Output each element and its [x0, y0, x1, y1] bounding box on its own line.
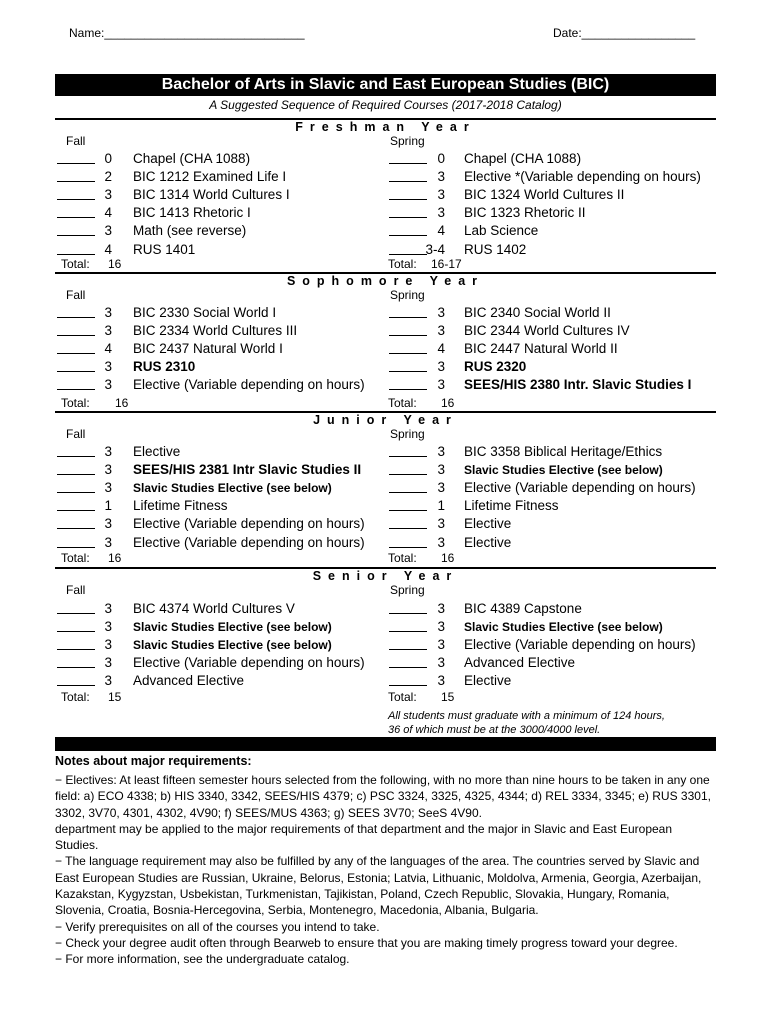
notes-title: Notes about major requirements: — [55, 754, 252, 768]
course-name: Elective (Variable depending on hours) — [464, 637, 696, 653]
course-name: Slavic Studies Elective (see below) — [133, 638, 332, 653]
course-hours: 3 — [437, 169, 445, 185]
course-hours: 3 — [437, 305, 445, 320]
course-name: BIC 2447 Natural World II — [464, 341, 618, 357]
course-hours: 3 — [104, 377, 112, 393]
course-name: Advanced Elective — [464, 655, 576, 671]
course-hours: 3 — [104, 305, 112, 320]
course-hours: 3 — [437, 359, 445, 375]
year-header: Junior Year — [55, 411, 716, 427]
year-header: Freshman Year — [55, 118, 716, 134]
course-hours: 3 — [104, 187, 112, 203]
page-title: Bachelor of Arts in Slavic and East European Studies (BIC) — [55, 74, 716, 96]
course-name: Math (see reverse) — [133, 223, 247, 239]
course-name: BIC 3358 Biblical Heritage/Ethics — [464, 444, 663, 459]
course-hours: 0 — [104, 151, 112, 166]
page-subtitle: A Suggested Sequence of Required Courses (2017-2018 Catalog) — [209, 98, 562, 112]
course-name: Advanced Elective — [133, 673, 245, 689]
course-name: Slavic Studies Elective (see below) — [464, 620, 663, 635]
course-hours: 3 — [104, 637, 112, 653]
fall-total-value: 16 — [108, 257, 122, 271]
course-name: BIC 4389 Capstone — [464, 601, 582, 616]
course-hours: 3 — [104, 462, 112, 478]
date-field[interactable]: Date:_________________ — [553, 26, 696, 40]
course-name: BIC 1324 World Cultures II — [464, 187, 625, 203]
course-name: Elective (Variable depending on hours) — [133, 655, 365, 671]
graduation-note-line-1: All students must graduate with a minimum of 124 hours, — [388, 710, 665, 722]
course-hours: 3 — [437, 655, 445, 671]
course-hours: 3 — [437, 205, 445, 221]
course-hours: 4 — [437, 223, 445, 239]
note-degree-audit: − Check your degree audit often through Bearweb to ensure that you are making timely progress toward your degree. — [55, 935, 678, 950]
fall-total-value: 15 — [108, 690, 122, 704]
spring-total-label: Total: — [388, 551, 417, 565]
course-name: Elective — [464, 516, 512, 532]
year-header: Senior Year — [55, 567, 716, 583]
course-name: BIC 2437 Natural World I — [133, 341, 283, 357]
course-name: BIC 2330 Social World I — [133, 305, 277, 320]
course-hours: 4 — [437, 341, 445, 357]
spring-total-value: 16-17 — [431, 257, 462, 271]
spring-label: Spring — [390, 288, 425, 302]
course-hours: 3 — [437, 534, 445, 550]
fall-label: Fall — [66, 427, 86, 441]
course-hours: 3 — [437, 673, 445, 689]
course-name: Elective — [464, 534, 512, 550]
course-name: Slavic Studies Elective (see below) — [464, 463, 663, 478]
course-name: Elective *(Variable depending on hours) — [464, 169, 701, 185]
spring-total-value: 16 — [441, 551, 455, 565]
course-hours: 3 — [437, 187, 445, 203]
course-name: Elective (Variable depending on hours) — [133, 516, 365, 532]
course-name: SEES/HIS 2380 Intr. Slavic Studies I — [464, 377, 692, 393]
course-hours: 2 — [104, 169, 112, 185]
course-name: Lifetime Fitness — [464, 498, 559, 514]
course-name: RUS 1401 — [133, 241, 196, 257]
course-name: BIC 1212 Examined Life I — [133, 169, 287, 185]
course-name: SEES/HIS 2381 Intr Slavic Studies II — [133, 462, 362, 478]
spring-total-label: Total: — [388, 396, 417, 410]
course-hours: 3 — [104, 444, 112, 459]
course-hours: 3 — [104, 516, 112, 532]
course-hours: 3 — [104, 223, 112, 239]
course-name: RUS 1402 — [464, 241, 527, 257]
course-hours: 3 — [437, 377, 445, 393]
fall-label: Fall — [66, 134, 86, 148]
note-prerequisites: − Verify prerequisites on all of the courses you intend to take. — [55, 919, 380, 934]
course-hours: 3 — [104, 655, 112, 671]
fall-total-value: 16 — [115, 396, 129, 410]
course-name: RUS 2310 — [133, 359, 196, 375]
course-name: BIC 4374 World Cultures V — [133, 601, 295, 616]
course-hours: 3 — [437, 601, 445, 616]
course-hours: 3 — [104, 673, 112, 689]
course-name: Chapel (CHA 1088) — [133, 151, 251, 166]
course-name: RUS 2320 — [464, 359, 527, 375]
course-name: BIC 1323 Rhetoric II — [464, 205, 586, 221]
course-name: Elective (Variable depending on hours) — [464, 480, 696, 496]
course-name: Elective (Variable depending on hours) — [133, 534, 365, 550]
course-hours: 3 — [437, 444, 445, 459]
spring-total-value: 16 — [441, 396, 455, 410]
course-hours: 3 — [104, 359, 112, 375]
course-hours: 1 — [437, 498, 445, 514]
fall-label: Fall — [66, 288, 86, 302]
course-name: Lifetime Fitness — [133, 498, 228, 514]
course-hours: 3-4 — [425, 241, 445, 257]
course-hours: 3 — [104, 480, 112, 496]
course-hours: 4 — [104, 241, 112, 257]
course-hours: 3 — [104, 323, 112, 339]
course-hours: 3 — [437, 323, 445, 339]
course-hours: 3 — [437, 480, 445, 496]
fall-total-label: Total: — [61, 257, 90, 271]
spring-total-label: Total: — [388, 690, 417, 704]
spring-label: Spring — [390, 583, 425, 597]
note-department: department may be applied to the major requirements of that department and the major in Slavic and East European Studies. — [55, 821, 673, 853]
course-hours: 3 — [437, 516, 445, 532]
spring-label: Spring — [390, 427, 425, 441]
note-electives: − Electives: At least fifteen semester hours selected from the following, with no more than nine hours to be taken in any one field: a) ECO 4338; b) HIS 3340, 3342, SEES/HIS 4379; c) PSC 3324, 3325, 4325, 4344; d) REL 3334, 3345; e) RUS 3301, 3302, 3V70, 4301, 4302, 4V90; f) SEES/MUS 4363; g) SEES 3V70; SeeS 4V90. — [55, 773, 711, 820]
course-hours: 3 — [437, 462, 445, 478]
course-name: Slavic Studies Elective (see below) — [133, 620, 332, 635]
course-hours: 3 — [104, 619, 112, 635]
course-name: BIC 2344 World Cultures IV — [464, 323, 630, 339]
course-hours: 1 — [104, 498, 112, 514]
course-name: Elective — [133, 444, 181, 459]
course-hours: 4 — [104, 205, 112, 221]
fall-total-value: 16 — [108, 551, 122, 565]
course-hours: 3 — [104, 601, 112, 616]
note-language: − The language requirement may also be fulfilled by any of the languages of the area. The countries served by Slavic and East European Studies are Russian, Ukraine, Belorus, Estonia; Latvia, Lithuanic, Moldolva, Armenia, Georgia, Azerbaijan, Kazakstan, Kygyzstan, Usbekistan, Turkmenistan, Tajikistan, Poland, Czech Republic, Slovakia, Hungary, Romania, Slovenia, Croatia, Bosnia-Hercegovina, Serbia, Montenegro, Macedonia, Albania, Bulgaria. — [55, 854, 702, 918]
course-name: BIC 2340 Social World II — [464, 305, 611, 320]
course-name: BIC 1413 Rhetoric I — [133, 205, 251, 221]
course-hours: 3 — [437, 637, 445, 653]
year-header: Sophomore Year — [55, 272, 716, 288]
notes-list — [55, 772, 716, 968]
graduation-note-line-2: 36 of which must be at the 3000/4000 level. — [388, 724, 601, 736]
name-field[interactable]: Name:______________________________ — [69, 26, 305, 40]
spring-label: Spring — [390, 134, 425, 148]
course-hours: 0 — [437, 151, 445, 166]
note-more-info: − For more information, see the undergraduate catalog. — [55, 952, 350, 967]
spring-total-value: 15 — [441, 690, 455, 704]
course-hours: 3 — [104, 534, 112, 550]
fall-label: Fall — [66, 583, 86, 597]
fall-total-label: Total: — [61, 690, 90, 704]
fall-total-label: Total: — [61, 551, 90, 565]
course-name: Lab Science — [464, 223, 539, 239]
course-name: BIC 2334 World Cultures III — [133, 323, 298, 339]
course-name: Elective (Variable depending on hours) — [133, 377, 365, 393]
course-name: Elective — [464, 673, 512, 689]
course-name: Slavic Studies Elective (see below) — [133, 481, 332, 496]
course-name: Chapel (CHA 1088) — [464, 151, 582, 166]
course-hours: 3 — [437, 619, 445, 635]
divider-band — [55, 737, 716, 751]
spring-total-label: Total: — [388, 257, 417, 271]
course-name: BIC 1314 World Cultures I — [133, 187, 290, 203]
fall-total-label: Total: — [61, 396, 90, 410]
course-hours: 4 — [104, 341, 112, 357]
